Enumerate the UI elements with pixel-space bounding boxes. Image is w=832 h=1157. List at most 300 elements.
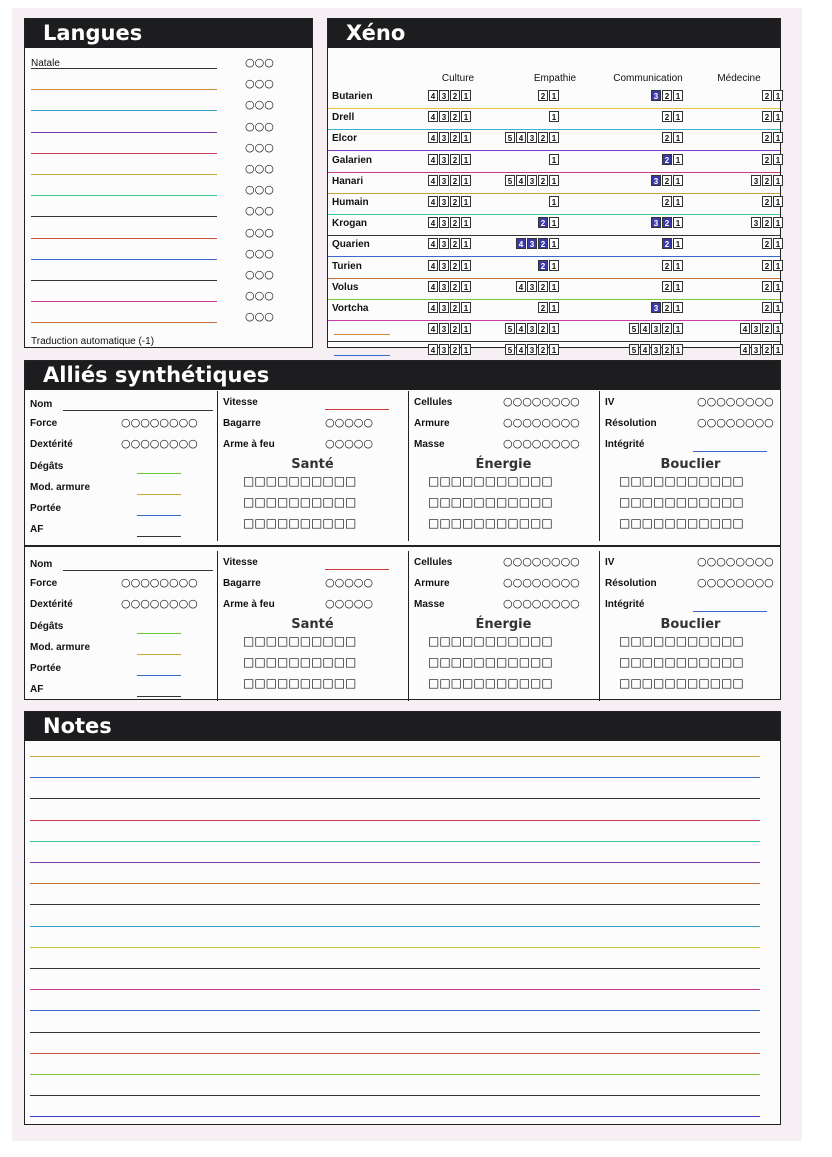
xeno-cell-group	[428, 323, 471, 334]
xeno-cell-group	[662, 260, 683, 271]
xeno-checkbox[interactable]: 2	[662, 196, 672, 207]
xeno-checkbox[interactable]: 5	[505, 132, 515, 143]
ally-dexterite-circles[interactable]: ○○○○○○○○	[121, 597, 198, 610]
xeno-checkbox[interactable]: 1	[461, 154, 471, 165]
xeno-checkbox[interactable]: 1	[773, 196, 783, 207]
notes-line[interactable]	[30, 926, 760, 927]
xeno-checkbox[interactable]: 1	[461, 260, 471, 271]
xeno-checkbox[interactable]: 2	[538, 344, 548, 355]
xeno-checkbox[interactable]: 4	[740, 323, 750, 334]
xeno-checkbox[interactable]: 1	[461, 302, 471, 313]
xeno-checkbox[interactable]: 2	[538, 260, 548, 271]
xeno-checkbox[interactable]: 3	[439, 238, 449, 249]
langue-circles[interactable]: ○○○	[245, 140, 274, 154]
xeno-checkbox[interactable]: 3	[751, 344, 761, 355]
xeno-checkbox[interactable]: 1	[773, 111, 783, 122]
xeno-checkbox[interactable]: 3	[439, 217, 449, 228]
xeno-checkbox[interactable]: 3	[527, 323, 537, 334]
ally-armure-circles[interactable]: ○○○○○○○○	[503, 576, 580, 589]
xeno-checkbox[interactable]: 4	[516, 238, 526, 249]
ally-integrite-field[interactable]	[693, 451, 767, 452]
xeno-checkbox[interactable]: 1	[549, 238, 559, 249]
xeno-checkbox[interactable]: 1	[461, 175, 471, 186]
xeno-checkbox[interactable]: 3	[751, 175, 761, 186]
xeno-checkbox[interactable]: 4	[428, 260, 438, 271]
notes-line[interactable]	[30, 820, 760, 821]
xeno-checkbox[interactable]: 4	[428, 323, 438, 334]
ally-sante-boxes[interactable]: □□□□□□□□□□	[243, 634, 357, 648]
xeno-checkbox[interactable]: 2	[762, 111, 772, 122]
xeno-checkbox[interactable]: 1	[773, 154, 783, 165]
xeno-checkbox[interactable]: 2	[450, 260, 460, 271]
xeno-checkbox[interactable]: 1	[549, 344, 559, 355]
xeno-checkbox[interactable]: 1	[673, 260, 683, 271]
notes-line[interactable]	[30, 947, 760, 948]
xeno-checkbox[interactable]: 3	[439, 344, 449, 355]
xeno-checkbox[interactable]: 4	[640, 344, 650, 355]
ally-degats-field[interactable]	[137, 633, 181, 634]
xeno-checkbox[interactable]: 1	[673, 323, 683, 334]
notes-line[interactable]	[30, 841, 760, 842]
xeno-checkbox[interactable]: 3	[651, 302, 661, 313]
xeno-checkbox[interactable]: 2	[450, 111, 460, 122]
xeno-checkbox[interactable]: 2	[662, 281, 672, 292]
ally-dexterite-circles[interactable]: ○○○○○○○○	[121, 437, 198, 450]
xeno-checkbox[interactable]: 1	[461, 196, 471, 207]
xeno-cell-group	[629, 323, 683, 334]
xeno-checkbox[interactable]: 2	[662, 154, 672, 165]
xeno-checkbox[interactable]: 2	[450, 132, 460, 143]
xeno-checkbox[interactable]: 4	[516, 344, 526, 355]
xeno-checkbox[interactable]: 3	[751, 217, 761, 228]
xeno-checkbox[interactable]: 2	[762, 175, 772, 186]
langue-line[interactable]	[31, 322, 217, 323]
xeno-checkbox[interactable]: 1	[773, 217, 783, 228]
xeno-checkbox[interactable]: 1	[461, 238, 471, 249]
langue-line[interactable]	[31, 301, 217, 302]
xeno-cell-group	[762, 260, 783, 271]
xeno-checkbox[interactable]: 1	[673, 132, 683, 143]
xeno-checkbox[interactable]: 1	[549, 281, 559, 292]
xeno-checkbox[interactable]: 1	[673, 154, 683, 165]
langue-circles[interactable]: ○○○	[245, 289, 274, 303]
xeno-checkbox[interactable]: 1	[773, 175, 783, 186]
xeno-checkbox[interactable]: 2	[662, 175, 672, 186]
xeno-checkbox[interactable]: 5	[505, 344, 515, 355]
xeno-checkbox[interactable]: 3	[527, 281, 537, 292]
xeno-checkbox[interactable]: 3	[439, 90, 449, 101]
notes-line[interactable]	[30, 1095, 760, 1096]
xeno-checkbox[interactable]: 3	[527, 175, 537, 186]
xeno-checkbox[interactable]: 3	[527, 238, 537, 249]
notes-line[interactable]	[30, 1032, 760, 1033]
notes-line[interactable]	[30, 777, 760, 778]
ally-iv-label: IV	[605, 397, 615, 408]
xeno-checkbox[interactable]: 1	[549, 132, 559, 143]
notes-line[interactable]	[30, 989, 760, 990]
xeno-cell-group	[629, 344, 683, 355]
xeno-checkbox[interactable]: 1	[773, 260, 783, 271]
xeno-cell-group	[740, 323, 783, 334]
xeno-row	[328, 129, 780, 151]
xeno-checkbox[interactable]: 2	[662, 302, 672, 313]
xeno-checkbox[interactable]: 2	[450, 281, 460, 292]
xeno-checkbox[interactable]: 1	[549, 217, 559, 228]
ally-bagarre-circles[interactable]: ○○○○○	[325, 416, 373, 429]
ally-dexterite-label: Dextérité	[30, 599, 73, 610]
xeno-checkbox[interactable]: 4	[516, 175, 526, 186]
ally-bagarre-circles[interactable]: ○○○○○	[325, 576, 373, 589]
notes-line[interactable]	[30, 756, 760, 757]
xeno-checkbox[interactable]: 3	[651, 175, 661, 186]
xeno-checkbox[interactable]: 2	[762, 154, 772, 165]
langue-circles[interactable]: ○○○	[245, 225, 274, 239]
xeno-row	[328, 172, 780, 194]
xeno-checkbox[interactable]: 1	[461, 217, 471, 228]
xeno-checkbox[interactable]: 2	[662, 344, 672, 355]
langues-panel	[24, 18, 313, 348]
ally-mod-armure-label: Mod. armure	[30, 642, 91, 653]
xeno-checkbox[interactable]: 2	[762, 90, 772, 101]
xeno-checkbox[interactable]: 3	[751, 323, 761, 334]
ally-energie-boxes[interactable]: □□□□□□□□□□□	[428, 495, 553, 509]
xeno-checkbox[interactable]: 1	[461, 281, 471, 292]
xeno-checkbox[interactable]: 4	[428, 196, 438, 207]
xeno-checkbox[interactable]: 2	[538, 132, 548, 143]
xeno-cell-group	[538, 260, 559, 271]
notes-line[interactable]	[30, 968, 760, 969]
xeno-checkbox[interactable]: 3	[439, 111, 449, 122]
xeno-checkbox[interactable]: 3	[651, 217, 661, 228]
ally-sante-boxes[interactable]: □□□□□□□□□□	[243, 516, 357, 530]
xeno-checkbox[interactable]: 4	[428, 111, 438, 122]
langue-circles[interactable]: ○○○	[245, 268, 274, 281]
langue-line[interactable]	[31, 153, 217, 154]
xeno-checkbox[interactable]: 1	[773, 323, 783, 334]
xeno-checkbox[interactable]: 1	[461, 90, 471, 101]
langue-circles[interactable]: ○○○	[245, 310, 274, 324]
xeno-checkbox[interactable]: 2	[762, 132, 772, 143]
xeno-checkbox[interactable]: 4	[516, 281, 526, 292]
xeno-cell-group	[538, 302, 559, 313]
xeno-checkbox[interactable]: 2	[538, 217, 548, 228]
ally-nom-field[interactable]	[63, 570, 213, 571]
ally-nom-field[interactable]	[63, 410, 213, 411]
xeno-checkbox[interactable]: 3	[439, 323, 449, 334]
xeno-col-communication: Communication	[613, 73, 683, 84]
ally-energie-boxes[interactable]: □□□□□□□□□□□	[428, 474, 553, 488]
langue-circles[interactable]: ○○○	[245, 246, 274, 260]
xeno-checkbox[interactable]: 4	[640, 323, 650, 334]
langue-line[interactable]	[31, 238, 217, 239]
xeno-checkbox[interactable]: 1	[673, 344, 683, 355]
ally-force-circles[interactable]: ○○○○○○○○	[121, 576, 198, 589]
xeno-checkbox[interactable]: 2	[450, 90, 460, 101]
ally-iv-circles[interactable]: ○○○○○○○○	[697, 555, 774, 568]
xeno-checkbox[interactable]: 5	[505, 323, 515, 334]
xeno-checkbox[interactable]: 3	[527, 132, 537, 143]
xeno-cell-group	[428, 132, 471, 143]
ally-sante-heading: Santé	[291, 457, 334, 472]
xeno-checkbox[interactable]: 4	[740, 344, 750, 355]
xeno-checkbox[interactable]: 5	[505, 175, 515, 186]
xeno-checkbox[interactable]: 3	[439, 132, 449, 143]
langue-line[interactable]	[31, 132, 217, 133]
langue-line[interactable]	[31, 174, 217, 175]
xeno-checkbox[interactable]: 1	[549, 196, 559, 207]
xeno-checkbox[interactable]: 4	[516, 132, 526, 143]
xeno-checkbox[interactable]: 2	[450, 238, 460, 249]
ally-bouclier-boxes[interactable]: □□□□□□□□□□□	[619, 634, 744, 648]
langue-circles[interactable]: ○○○	[245, 204, 274, 218]
ally-arme-circles[interactable]: ○○○○○	[325, 437, 373, 450]
ally-energie-boxes[interactable]: □□□□□□□□□□□	[428, 634, 553, 648]
xeno-checkbox[interactable]: 3	[527, 344, 537, 355]
ally-sante-boxes[interactable]: □□□□□□□□□□	[243, 474, 357, 488]
xeno-checkbox[interactable]: 2	[762, 323, 772, 334]
xeno-checkbox[interactable]: 1	[461, 132, 471, 143]
ally-energie-boxes[interactable]: □□□□□□□□□□□	[428, 655, 553, 669]
xeno-checkbox[interactable]: 2	[538, 90, 548, 101]
notes-line[interactable]	[30, 1053, 760, 1054]
xeno-checkbox[interactable]: 4	[428, 281, 438, 292]
xeno-checkbox[interactable]: 2	[662, 132, 672, 143]
xeno-checkbox[interactable]: 3	[651, 323, 661, 334]
xeno-checkbox[interactable]: 3	[651, 344, 661, 355]
xeno-checkbox[interactable]: 4	[428, 238, 438, 249]
ally-mod-armure-field[interactable]	[137, 494, 181, 495]
langue-line[interactable]	[31, 195, 217, 196]
xeno-checkbox[interactable]: 2	[662, 323, 672, 334]
notes-line[interactable]	[30, 1116, 760, 1117]
xeno-cell-group	[762, 196, 783, 207]
ally-af-field[interactable]	[137, 696, 181, 697]
ally-iv-label: IV	[605, 557, 615, 568]
xeno-checkbox[interactable]: 2	[662, 111, 672, 122]
ally-cellules-label: Cellules	[414, 397, 453, 408]
notes-line[interactable]	[30, 904, 760, 905]
ally-bouclier-boxes[interactable]: □□□□□□□□□□□	[619, 495, 744, 509]
ally-sante-boxes[interactable]: □□□□□□□□□□	[243, 655, 357, 669]
xeno-checkbox[interactable]: 2	[538, 281, 548, 292]
xeno-checkbox[interactable]: 2	[450, 175, 460, 186]
ally-divider	[25, 545, 780, 547]
xeno-checkbox[interactable]: 2	[450, 217, 460, 228]
ally-bouclier-boxes[interactable]: □□□□□□□□□□□	[619, 474, 744, 488]
langues-footer: Traduction automatique (-1)	[31, 336, 155, 347]
xeno-row	[328, 214, 780, 236]
ally-resolution-label: Résolution	[605, 418, 657, 429]
xeno-cell-group	[651, 90, 683, 101]
xeno-checkbox[interactable]: 2	[762, 260, 772, 271]
xeno-checkbox[interactable]: 1	[673, 238, 683, 249]
xeno-checkbox[interactable]: 2	[662, 238, 672, 249]
ally-integrite-field[interactable]	[693, 611, 767, 612]
xeno-checkbox[interactable]: 2	[450, 323, 460, 334]
langue-line[interactable]	[31, 216, 217, 217]
notes-line[interactable]	[30, 883, 760, 884]
xeno-checkbox[interactable]: 3	[439, 175, 449, 186]
xeno-checkbox[interactable]: 4	[428, 154, 438, 165]
ally-resolution-circles[interactable]: ○○○○○○○○	[697, 416, 774, 429]
ally-iv-circles[interactable]: ○○○○○○○○	[697, 395, 774, 408]
xeno-checkbox[interactable]: 4	[516, 323, 526, 334]
langue-circles[interactable]: ○○○	[245, 77, 274, 91]
langue-circles[interactable]: ○○○	[245, 98, 274, 112]
ally-bouclier-boxes[interactable]: □□□□□□□□□□□	[619, 516, 744, 530]
xeno-checkbox[interactable]: 1	[549, 175, 559, 186]
xeno-checkbox[interactable]: 1	[773, 238, 783, 249]
xeno-checkbox[interactable]: 1	[773, 132, 783, 143]
xeno-cell-group	[740, 344, 783, 355]
xeno-checkbox[interactable]: 2	[538, 238, 548, 249]
xeno-cell-group	[549, 196, 559, 207]
xeno-checkbox[interactable]: 1	[673, 281, 683, 292]
xeno-row	[328, 235, 780, 257]
xeno-checkbox[interactable]: 1	[549, 302, 559, 313]
xeno-checkbox[interactable]: 1	[549, 154, 559, 165]
xeno-checkbox[interactable]: 1	[549, 90, 559, 101]
xeno-checkbox[interactable]: 1	[461, 344, 471, 355]
ally-energie-boxes[interactable]: □□□□□□□□□□□	[428, 676, 553, 690]
langue-circles[interactable]: ○○○	[245, 183, 274, 197]
xeno-checkbox[interactable]: 3	[439, 196, 449, 207]
xeno-checkbox[interactable]: 2	[762, 302, 772, 313]
xeno-checkbox[interactable]: 1	[673, 302, 683, 313]
xeno-checkbox[interactable]: 1	[773, 344, 783, 355]
ally-bouclier-boxes[interactable]: □□□□□□□□□□□	[619, 655, 744, 669]
xeno-checkbox[interactable]: 2	[762, 344, 772, 355]
xeno-checkbox[interactable]: 3	[439, 302, 449, 313]
notes-line[interactable]	[30, 1010, 760, 1011]
xeno-checkbox[interactable]: 2	[662, 217, 672, 228]
ally-portee-label: Portée	[30, 503, 62, 514]
xeno-checkbox[interactable]: 2	[762, 238, 772, 249]
xeno-checkbox[interactable]: 3	[439, 260, 449, 271]
xeno-checkbox[interactable]: 1	[549, 323, 559, 334]
ally-energie-boxes[interactable]: □□□□□□□□□□□	[428, 516, 553, 530]
ally-cellules-circles[interactable]: ○○○○○○○○	[503, 555, 580, 568]
langue-line[interactable]	[31, 110, 217, 111]
ally-bouclier-boxes[interactable]: □□□□□□□□□□□	[619, 676, 744, 690]
notes-panel	[24, 711, 781, 1125]
ally-force-circles[interactable]: ○○○○○○○○	[121, 416, 198, 429]
langue-circles[interactable]: ○○○	[245, 119, 274, 133]
xeno-checkbox[interactable]: 1	[461, 323, 471, 334]
ally-integrite-label: Intégrité	[605, 439, 645, 450]
allies-panel	[24, 360, 781, 700]
xeno-checkbox[interactable]: 2	[450, 344, 460, 355]
ally-vitesse-field[interactable]	[325, 409, 389, 410]
ally-vitesse-field[interactable]	[325, 569, 389, 570]
xeno-checkbox[interactable]: 1	[673, 217, 683, 228]
ally-af-label: AF	[30, 524, 44, 535]
ally-bouclier-heading: Bouclier	[660, 457, 721, 472]
xeno-checkbox[interactable]: 1	[673, 111, 683, 122]
ally-resolution-circles[interactable]: ○○○○○○○○	[697, 576, 774, 589]
ally-portee-field[interactable]	[137, 515, 181, 516]
xeno-row	[328, 151, 780, 173]
xeno-checkbox[interactable]: 3	[439, 154, 449, 165]
xeno-checkbox[interactable]: 2	[450, 196, 460, 207]
xeno-checkbox[interactable]: 5	[629, 344, 639, 355]
xeno-checkbox[interactable]: 1	[549, 260, 559, 271]
ally-degats-field[interactable]	[137, 473, 181, 474]
xeno-checkbox[interactable]: 4	[428, 344, 438, 355]
ally-masse-circles[interactable]: ○○○○○○○○	[503, 597, 580, 610]
ally-arme-label: Arme à feu	[223, 439, 275, 450]
xeno-checkbox[interactable]: 2	[538, 323, 548, 334]
ally-mod-armure-field[interactable]	[137, 654, 181, 655]
xeno-checkbox[interactable]: 2	[450, 302, 460, 313]
xeno-checkbox[interactable]: 1	[773, 302, 783, 313]
ally-portee-field[interactable]	[137, 675, 181, 676]
xeno-checkbox[interactable]: 1	[673, 175, 683, 186]
xeno-checkbox[interactable]: 1	[773, 90, 783, 101]
xeno-checkbox[interactable]: 4	[428, 302, 438, 313]
xeno-checkbox[interactable]: 1	[773, 281, 783, 292]
xeno-checkbox[interactable]: 1	[673, 90, 683, 101]
xeno-checkbox[interactable]: 2	[538, 302, 548, 313]
notes-line[interactable]	[30, 1074, 760, 1075]
xeno-species-blank-line[interactable]	[334, 334, 390, 335]
xeno-checkbox[interactable]: 1	[673, 196, 683, 207]
ally-armure-circles[interactable]: ○○○○○○○○	[503, 416, 580, 429]
xeno-checkbox[interactable]: 3	[651, 90, 661, 101]
xeno-checkbox[interactable]: 2	[662, 90, 672, 101]
xeno-checkbox[interactable]: 4	[428, 90, 438, 101]
xeno-cell-group	[662, 111, 683, 122]
langue-line[interactable]	[31, 259, 217, 260]
xeno-cell-group	[428, 260, 471, 271]
xeno-checkbox[interactable]: 2	[662, 260, 672, 271]
ally-sante-boxes[interactable]: □□□□□□□□□□	[243, 676, 357, 690]
xeno-checkbox[interactable]: 2	[450, 154, 460, 165]
notes-line[interactable]	[30, 862, 760, 863]
xeno-checkbox[interactable]: 4	[428, 175, 438, 186]
xeno-cell-group	[428, 90, 471, 101]
xeno-cell-group	[538, 90, 559, 101]
xeno-checkbox[interactable]: 2	[762, 217, 772, 228]
xeno-species-name: Krogan	[332, 218, 367, 230]
ally-arme-circles[interactable]: ○○○○○	[325, 597, 373, 610]
xeno-checkbox[interactable]: 2	[762, 196, 772, 207]
xeno-species-blank-line[interactable]	[334, 355, 390, 356]
xeno-checkbox[interactable]: 2	[538, 175, 548, 186]
ally-cellules-circles[interactable]: ○○○○○○○○	[503, 395, 580, 408]
langue-circles[interactable]: ○○○	[245, 56, 274, 69]
xeno-checkbox[interactable]: 2	[762, 281, 772, 292]
ally-af-field[interactable]	[137, 536, 181, 537]
ally-energie-heading: Énergie	[475, 457, 532, 472]
xeno-checkbox[interactable]: 4	[428, 217, 438, 228]
notes-line[interactable]	[30, 798, 760, 799]
xeno-checkbox[interactable]: 5	[629, 323, 639, 334]
ally-af-label: AF	[30, 684, 44, 695]
ally-masse-label: Masse	[414, 439, 445, 450]
ally-masse-circles[interactable]: ○○○○○○○○	[503, 437, 580, 450]
langue-line[interactable]	[31, 89, 217, 90]
langue-line[interactable]	[31, 280, 217, 281]
xeno-cell-group	[762, 132, 783, 143]
xeno-checkbox[interactable]: 4	[428, 132, 438, 143]
xeno-checkbox[interactable]: 1	[549, 111, 559, 122]
langue-circles[interactable]: ○○○	[245, 162, 274, 175]
xeno-row	[328, 108, 780, 130]
xeno-checkbox[interactable]: 3	[439, 281, 449, 292]
xeno-checkbox[interactable]: 1	[461, 111, 471, 122]
ally-sante-boxes[interactable]: □□□□□□□□□□	[243, 495, 357, 509]
